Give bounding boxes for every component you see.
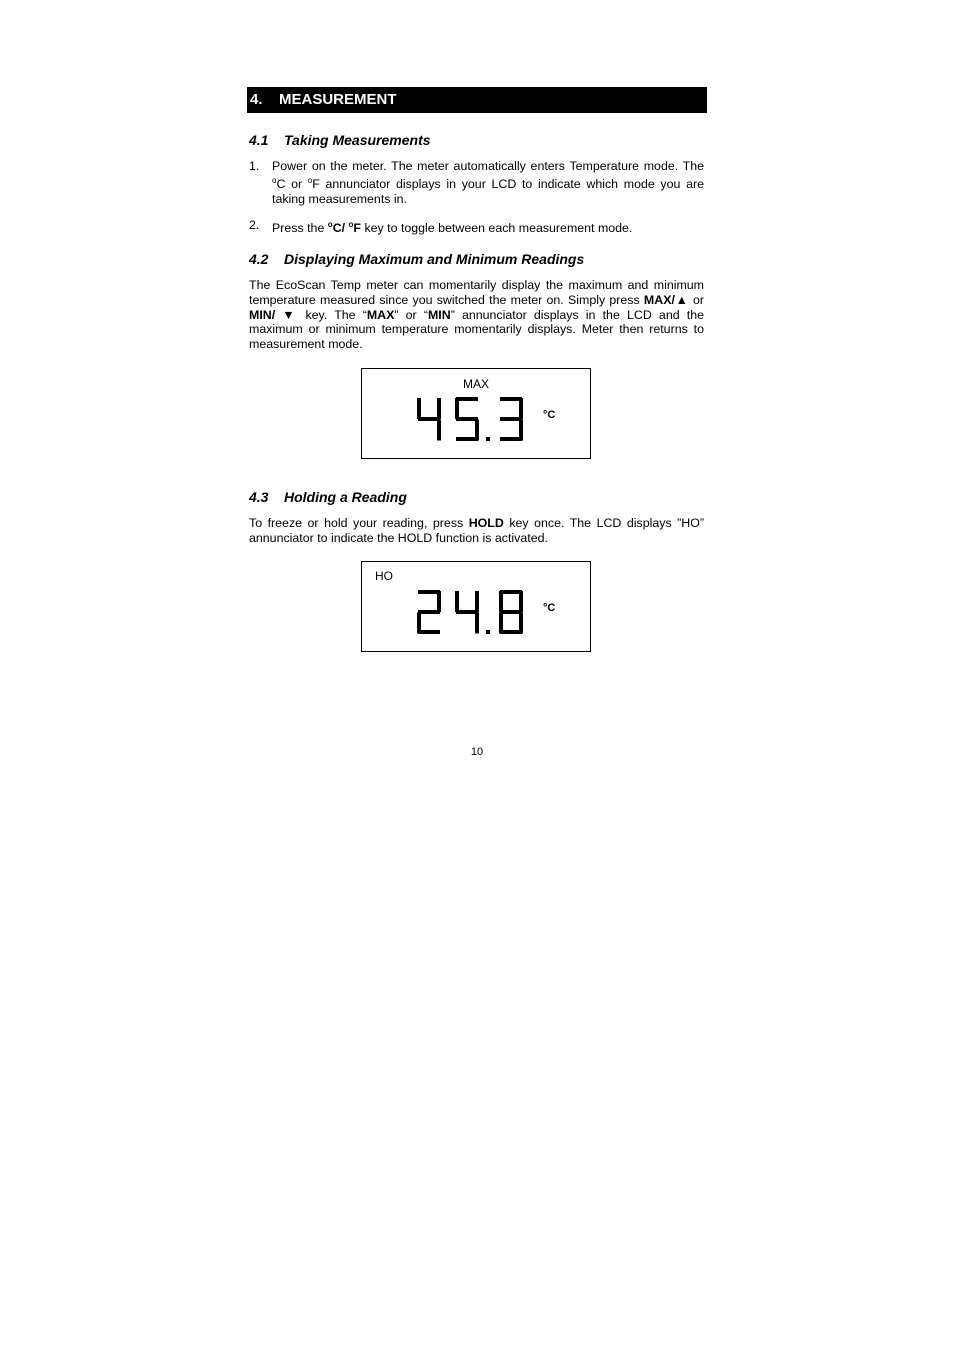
lcd-digit (417, 398, 441, 441)
lcd-segment (500, 417, 522, 421)
lcd-annunciator: HO (375, 569, 393, 583)
lcd-segment (519, 398, 523, 419)
lcd-reading (417, 590, 537, 638)
list-item-1 (249, 159, 704, 207)
lcd-decimal-point (486, 437, 490, 441)
list-item-2 (249, 218, 704, 236)
page-number: 10 (470, 746, 484, 758)
lcd-segment (475, 613, 479, 634)
lcd-unit: °C (543, 409, 556, 421)
lcd-segment (499, 613, 503, 634)
lcd-digit (455, 591, 479, 634)
list-text: Power on the meter. The meter automatically enters Temperature mode. The $^o$C or $^o$F annunciator displays in your LCD to indicate which mode you are taking measurements in. (272, 159, 704, 206)
lcd-digit (500, 397, 523, 441)
lcd-digit (417, 590, 441, 634)
lcd-segment (437, 420, 441, 441)
lcd-segment (456, 397, 478, 401)
lcd-display-max (361, 368, 591, 459)
lcd-segment (418, 630, 440, 634)
lcd-segment (418, 590, 440, 594)
lcd-segment (437, 591, 441, 612)
lcd-annunciator: MAX (463, 377, 490, 391)
subsection-title: Displaying Maximum and Minimum Readings (284, 251, 585, 267)
lcd-decimal-point (486, 630, 490, 634)
lcd-segment (500, 590, 522, 594)
list-number: 2. (249, 218, 260, 232)
lcd-segment (500, 437, 522, 441)
subsection-title: Taking Measurements (284, 132, 431, 148)
subsection-heading-4-1 (249, 132, 431, 148)
lcd-segment (499, 591, 503, 612)
lcd-segment (475, 591, 479, 612)
lcd-display-hold (361, 561, 591, 652)
list-number: 1. (249, 159, 260, 173)
lcd-reading (417, 397, 537, 445)
section-number: 4. (250, 91, 263, 108)
lcd-segment (500, 397, 522, 401)
lcd-segment (437, 398, 441, 419)
section-title: MEASUREMENT (279, 91, 397, 108)
subsection-number: 4.1 (249, 132, 269, 148)
lcd-segment (500, 610, 522, 614)
subsection-heading-4-2 (249, 251, 584, 267)
subsection-heading-4-3 (249, 489, 407, 505)
section-header (247, 87, 707, 113)
lcd-segment (456, 610, 478, 614)
lcd-unit: °C (543, 602, 556, 614)
subsection-title: Holding a Reading (284, 489, 407, 505)
lcd-segment (456, 437, 478, 441)
list-text: Press the $^o$C/ $^o$F key to toggle between each measurement mode. (272, 220, 633, 236)
lcd-segment (455, 398, 459, 419)
paragraph-hold: To freeze or hold your reading, press HOLD key once. The LCD displays ”HO” annunciator to indicate the HOLD function is activated. (249, 516, 704, 545)
lcd-digit (455, 397, 479, 441)
subsection-number: 4.2 (249, 251, 269, 267)
lcd-segment (417, 398, 421, 419)
paragraph-max-min: The EcoScan Temp meter can momentarily display the maximum and minimum temperature measured since you switched the meter on. Simply press MAX/▲ or MIN/ ▼ key. The “MAX” or “MIN” annunciator displays in the LCD and the maximum or minimum temperature momentarily displays. Meter then returns to measurement mode. (249, 278, 704, 352)
subsection-number: 4.3 (249, 489, 269, 505)
lcd-segment (455, 591, 459, 612)
lcd-digit (499, 590, 523, 634)
lcd-segment (418, 610, 440, 614)
lcd-segment (500, 630, 522, 634)
lcd-segment (456, 417, 478, 421)
lcd-segment (418, 417, 440, 421)
lcd-segment (519, 591, 523, 612)
